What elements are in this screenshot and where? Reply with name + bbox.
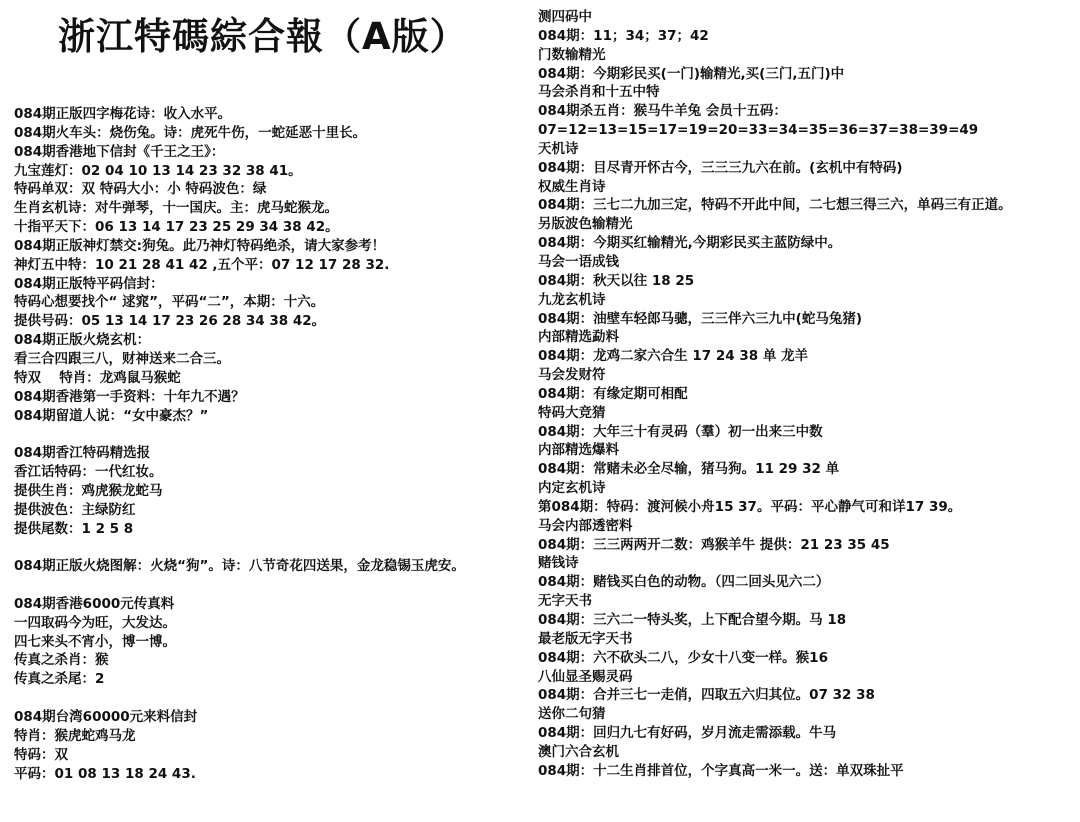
- text-line: 生肖玄机诗：对牛弹琴，十一国庆。主：虎马蛇猴龙。: [14, 200, 338, 217]
- text-line: 香江话特码：一代红妆。: [14, 464, 163, 481]
- text-line: 测四码中: [538, 9, 592, 25]
- right-column: [538, 8, 1058, 781]
- text-line: 特码单双：双 特码大小：小 特码波色：绿: [14, 181, 267, 198]
- text-line: 传真之杀尾：2: [14, 671, 105, 688]
- text-line: 084期：三三两两开二数：鸡猴羊牛 提供：21 23 35 45: [538, 536, 890, 553]
- text-line: 084期杀五肖：猴马牛羊兔 会员十五码：: [538, 103, 787, 120]
- text-line: 门数输精光: [538, 46, 606, 63]
- blank-line: [14, 689, 519, 708]
- text-line: 平码：01 08 13 18 24 43.: [14, 765, 196, 782]
- text-line: 特双 特肖：龙鸡鼠马猴蛇: [14, 369, 181, 386]
- blank-line: [14, 538, 519, 557]
- text-line: 084期：常赌未必全尽输，猪马狗。11 29 32 单: [538, 461, 840, 478]
- text-line: 084期正版火烧图解：火烧“狗”。诗：八节奇花四送果，金龙稳锡玉虎安。: [14, 558, 465, 575]
- text-line: 084期正版火烧玄机：: [14, 332, 151, 349]
- text-line: 084期：今期买红输精光,今期彩民买主蓝防绿中。: [538, 235, 842, 252]
- text-line: 马会发财符: [538, 367, 606, 384]
- text-line: 提供尾数：1 2 5 8: [14, 520, 134, 537]
- text-line: 马会一语成钱: [538, 253, 619, 270]
- text-line: 084期香港第一手资料：十年九不遇？: [14, 388, 245, 405]
- text-line: 马会杀肖和十五中特: [538, 84, 660, 101]
- text-line: 084期：龙鸡二家六合生 17 24 38 单 龙羊: [538, 348, 809, 365]
- text-line: 九宝莲灯：02 04 10 13 14 23 32 38 41。: [14, 162, 302, 179]
- text-line: 084期：三七二九加三定，特码不开此中间，二七想三得三六，单码三有正道。: [538, 197, 1012, 214]
- text-line: 07=12=13=15=17=19=20=33=34=35=36=37=38=39=49: [538, 122, 979, 139]
- text-line: 084期留道人说：“女中豪杰？”: [14, 407, 209, 424]
- text-line: 084期火车头：烧伤兔。诗：虎死牛伤，一蛇延恶十里长。: [14, 124, 367, 141]
- text-line: 084期：有缘定期可相配: [538, 385, 688, 402]
- text-line: 提供生肖：鸡虎猴龙蛇马: [14, 482, 163, 499]
- text-line: 084期香港6000元传真料: [14, 595, 175, 612]
- text-line: 一四取码今为旺，大发达。: [14, 614, 176, 631]
- text-line: 特码：双: [14, 746, 68, 763]
- text-line: 084期台湾60000元来料信封: [14, 709, 198, 725]
- text-line: 特码大竞猜: [538, 404, 606, 421]
- text-line: 084期：六不砍头二八，少女十八变一样。猴16: [538, 649, 828, 666]
- text-line: 内部精选勐料: [538, 329, 619, 346]
- text-line: 最老版无字天书: [538, 630, 633, 647]
- text-line: 无字天书: [538, 593, 592, 610]
- text-line: 084期：目尽青开怀古今，三三三九六在前。(玄机中有特码): [538, 159, 903, 176]
- left-column: [14, 105, 519, 783]
- blank-line: [14, 425, 519, 444]
- text-line: 084期：十二生肖排首位，个字真高一米一。送：单双珠扯平: [538, 762, 904, 779]
- text-line: 另版波色输精光: [538, 216, 633, 233]
- text-line: 内定玄机诗: [538, 480, 606, 497]
- text-line: 084期：秋天以往 18 25: [538, 272, 695, 289]
- text-line: 084期香江特码精选报: [14, 445, 151, 462]
- text-line: 提供波色：主绿防红: [14, 501, 136, 518]
- text-line: 084期香港地下信封《千王之王》：: [14, 143, 225, 160]
- text-line: 内部精选爆料: [538, 442, 619, 459]
- text-line: 澳门六合玄机: [538, 743, 619, 760]
- text-line: 084期：大年三十有灵码（羣）初一出来三中数: [538, 423, 823, 440]
- text-line: 天机诗: [538, 140, 579, 157]
- text-line: 权威生肖诗: [538, 178, 606, 195]
- text-line: 赌钱诗: [538, 555, 579, 572]
- text-line: 四七来头不宵小，博一博。: [14, 633, 176, 650]
- text-line: 传真之杀肖：猴: [14, 652, 109, 669]
- text-line: 084期：今期彩民买(一门)输精光,买(三门,五门)中: [538, 65, 845, 82]
- text-line: 084期：三六二一特头奖，上下配合望今期。马 18: [538, 612, 847, 628]
- text-line: 神灯五中特：10 21 28 41 42 ,五个平：07 12 17 28 32.: [14, 256, 390, 273]
- text-line: 084期：合并三七一走俏，四取五六归其位。07 32 38: [538, 687, 875, 704]
- text-line: 084期正版神灯禁交:狗兔。此乃神灯特码绝杀，请大家参考！: [14, 237, 386, 254]
- text-line: 提供号码：05 13 14 17 23 26 28 34 38 42。: [14, 313, 326, 330]
- page-title: 浙江特碼綜合報（A版）: [58, 15, 468, 58]
- text-line: 八仙显圣赐灵码: [538, 668, 633, 685]
- text-line: 084期正版特平码信封：: [14, 275, 164, 292]
- text-line: 第084期：特码：渡河候小舟15 37。平码：平心静气可和详17 39。: [538, 498, 962, 515]
- text-line: 十指平天下：06 13 14 17 23 25 29 34 38 42。: [14, 219, 339, 236]
- text-line: 九龙玄机诗: [538, 291, 606, 308]
- text-line: 084期：回归九七有好码，岁月流走需添载。牛马: [538, 725, 837, 742]
- text-line: 特肖：猴虎蛇鸡马龙: [14, 727, 136, 744]
- text-line: 084期：赌钱买白色的动物。（四二回头见六二）: [538, 574, 830, 591]
- blank-line: [14, 576, 519, 595]
- text-line: 特码心想要找个“ 逑窕”，平码“二”，本期：十六。: [14, 294, 325, 311]
- text-line: 084期正版四字梅花诗：收入水平。: [14, 106, 232, 122]
- text-line: 084期：11；34；37；42: [538, 27, 709, 44]
- text-line: 看三合四跟三八，财神送来二合三。: [14, 350, 230, 367]
- text-line: 送你二句猜: [538, 706, 606, 723]
- text-line: 马会内部透密料: [538, 517, 633, 534]
- text-line: 084期：油壁车轻郎马骢，三三伴六三九中(蛇马兔猪): [538, 310, 863, 327]
